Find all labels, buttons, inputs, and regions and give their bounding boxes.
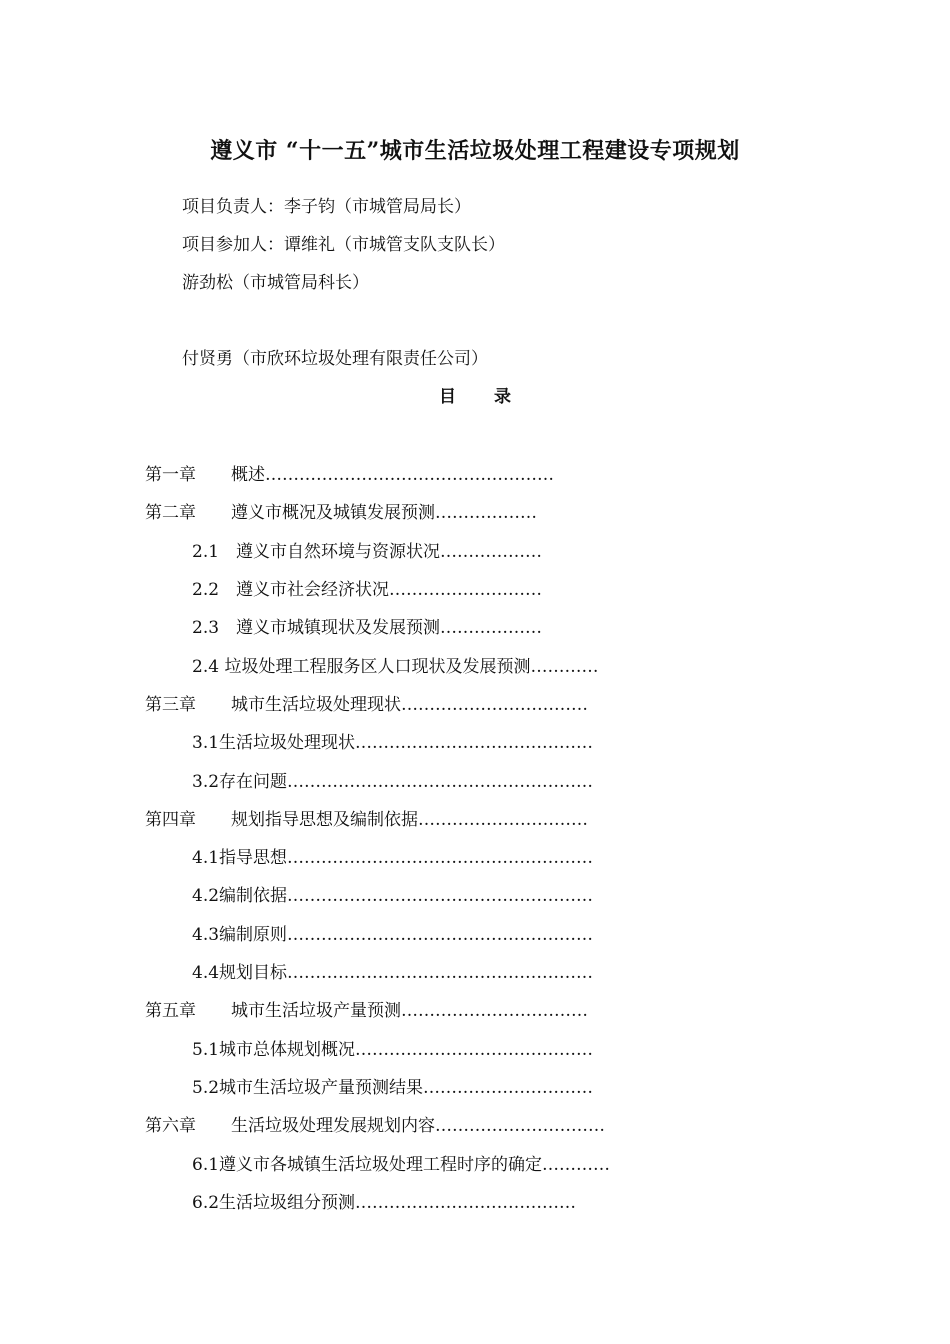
toc-section-4-3[interactable]: 4.3编制原则……………………………………………… <box>192 925 594 945</box>
chapter-title: 遵义市概况及城镇发展预测 <box>231 503 435 523</box>
dot-leader: ………………………… <box>418 810 588 830</box>
chapter-title: 城市生活垃圾产量预测 <box>231 1001 401 1021</box>
toc-section-4-1[interactable]: 4.1指导思想……………………………………………… <box>192 848 594 868</box>
project-participant-3: 付贤勇（市欣环垃圾处理有限责任公司） <box>182 349 488 369</box>
toc-section-6-1[interactable]: 6.1遵义市各城镇生活垃圾处理工程时序的确定………… <box>192 1155 611 1175</box>
dot-leader: ……………… <box>435 503 537 523</box>
toc-section-5-2[interactable]: 5.2城市生活垃圾产量预测结果………………………… <box>192 1078 594 1098</box>
dot-leader: …………………………………………… <box>265 465 554 485</box>
dot-leader: …………………………… <box>401 695 588 715</box>
chapter-title: 概述 <box>231 465 265 485</box>
toc-heading-char-1: 目 <box>439 387 456 407</box>
project-lead: 项目负责人：李子钧（市城管局局长） <box>182 197 471 217</box>
toc-section-2-1[interactable]: 2.1 遵义市自然环境与资源状况……………… <box>192 542 543 562</box>
toc-chapter-5[interactable] <box>145 996 588 1021</box>
chapter-number: 第六章 <box>145 1116 196 1136</box>
toc-section-4-2[interactable]: 4.2编制依据……………………………………………… <box>192 886 594 906</box>
toc-chapter-3[interactable] <box>145 690 588 715</box>
toc-heading-char-2: 录 <box>494 387 511 407</box>
toc-chapter-6[interactable] <box>145 1111 605 1136</box>
toc-chapter-2[interactable] <box>145 498 537 523</box>
toc-heading <box>0 382 950 407</box>
toc-section-2-4[interactable]: 2.4 垃圾处理工程服务区人口现状及发展预测………… <box>192 657 599 677</box>
toc-section-3-2[interactable]: 3.2存在问题……………………………………………… <box>192 772 594 792</box>
toc-section-3-1[interactable]: 3.1生活垃圾处理现状…………………………………… <box>192 733 594 753</box>
chapter-title: 规划指导思想及编制依据 <box>231 810 418 830</box>
toc-section-2-3[interactable]: 2.3 遵义市城镇现状及发展预测……………… <box>192 618 543 638</box>
toc-section-6-2[interactable]: 6.2生活垃圾组分预测………………………………… <box>192 1193 577 1213</box>
chapter-number: 第二章 <box>145 503 196 523</box>
toc-section-5-1[interactable]: 5.1城市总体规划概况…………………………………… <box>192 1040 594 1060</box>
toc-section-2-2[interactable]: 2.2 遵义市社会经济状况……………………… <box>192 580 543 600</box>
chapter-number: 第五章 <box>145 1001 196 1021</box>
chapter-number: 第三章 <box>145 695 196 715</box>
chapter-number: 第四章 <box>145 810 196 830</box>
toc-chapter-1[interactable] <box>145 460 554 485</box>
project-participants: 项目参加人：谭维礼（市城管支队支队长） <box>182 235 505 255</box>
toc-section-4-4[interactable]: 4.4规划目标……………………………………………… <box>192 963 594 983</box>
document-title: 遵义市 “十一五”城市生活垃圾处理工程建设专项规划 <box>210 138 740 164</box>
chapter-title: 生活垃圾处理发展规划内容 <box>231 1116 435 1136</box>
chapter-title: 城市生活垃圾处理现状 <box>231 695 401 715</box>
dot-leader: ………………………… <box>435 1116 605 1136</box>
toc-chapter-4[interactable] <box>145 805 588 830</box>
chapter-number: 第一章 <box>145 465 196 485</box>
project-participant-2: 游劲松（市城管局科长） <box>182 273 369 293</box>
dot-leader: …………………………… <box>401 1001 588 1021</box>
